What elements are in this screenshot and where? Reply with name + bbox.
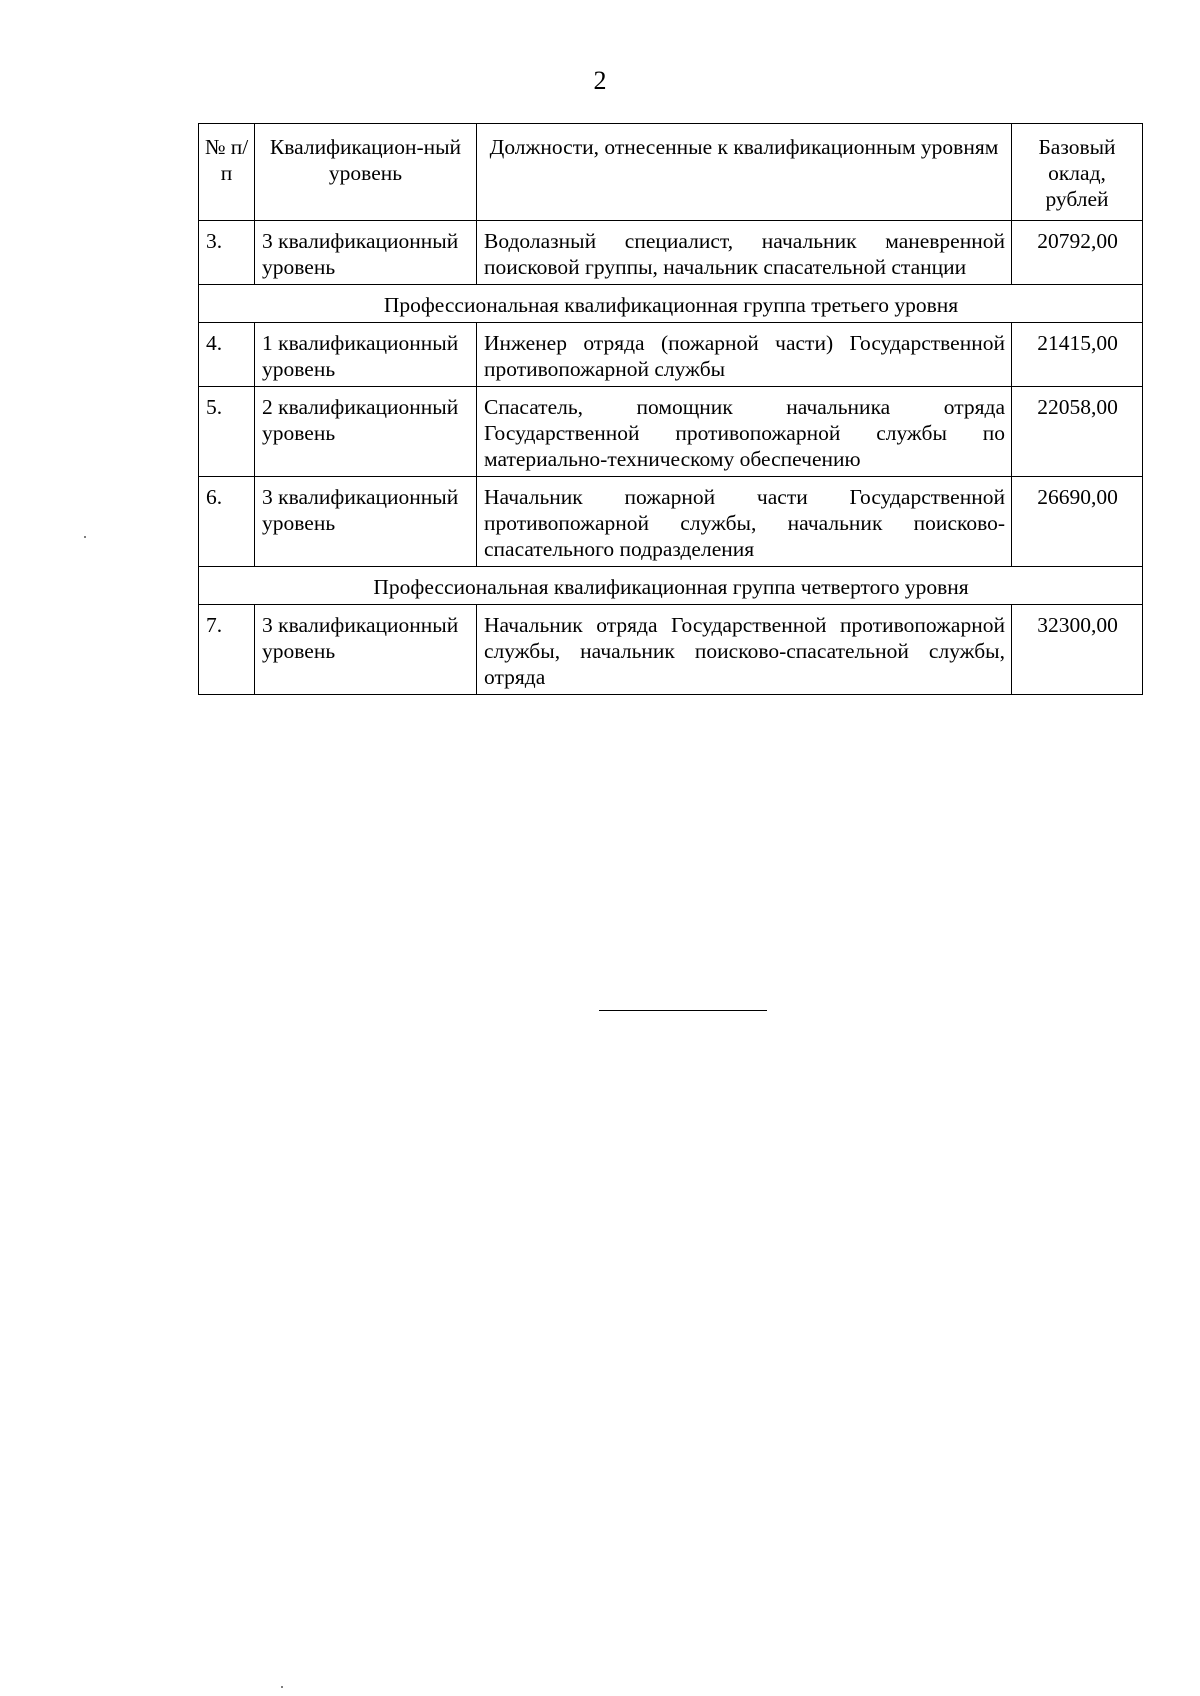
row-level: 1 квалификационный уровень [255, 323, 477, 387]
row-num: 5. [199, 387, 255, 477]
row-num: 6. [199, 477, 255, 567]
table-row [199, 323, 1143, 387]
table-row [199, 387, 1143, 477]
row-salary: 26690,00 [1012, 477, 1143, 567]
end-divider-line [599, 1010, 767, 1011]
header-num: № п/п [199, 124, 255, 221]
row-salary: 21415,00 [1012, 323, 1143, 387]
table-row [199, 605, 1143, 695]
header-positions: Должности, отнесенные к квалификационным уровням [477, 124, 1012, 221]
scan-speck [281, 1686, 283, 1688]
page-number: 2 [593, 66, 607, 95]
group-row [199, 285, 1143, 323]
group-title-fourth-level: Профессиональная квалификационная группа четвертого уровня [199, 567, 1143, 605]
row-salary: 20792,00 [1012, 221, 1143, 285]
table-header-row [199, 124, 1143, 221]
group-title-third-level: Профессиональная квалификационная группа третьего уровня [199, 285, 1143, 323]
row-level: 3 квалификационный уровень [255, 221, 477, 285]
table-row [199, 477, 1143, 567]
row-num: 4. [199, 323, 255, 387]
row-salary: 32300,00 [1012, 605, 1143, 695]
row-positions: Спасатель, помощник начальника отряда Государственной противопожарной службы по материально-техническому обеспечению [477, 387, 1012, 477]
row-level: 3 квалификационный уровень [255, 477, 477, 567]
row-positions: Начальник пожарной части Государственной противопожарной службы, начальник поисково-спасательного подразделения [477, 477, 1012, 567]
row-level: 3 квалификационный уровень [255, 605, 477, 695]
table-row [199, 221, 1143, 285]
salary-table [198, 123, 1143, 695]
row-positions: Водолазный специалист, начальник маневренной поисковой группы, начальник спасательной станции [477, 221, 1012, 285]
scan-speck [84, 536, 86, 538]
row-positions: Инженер отряда (пожарной части) Государственной противопожарной службы [477, 323, 1012, 387]
row-positions: Начальник отряда Государственной противопожарной службы, начальник поисково-спасательной службы, отряда [477, 605, 1012, 695]
row-level: 2 квалификационный уровень [255, 387, 477, 477]
row-salary: 22058,00 [1012, 387, 1143, 477]
header-level: Квалификацион-ный уровень [255, 124, 477, 221]
row-num: 7. [199, 605, 255, 695]
header-salary: Базовый оклад, рублей [1012, 124, 1143, 221]
row-num: 3. [199, 221, 255, 285]
group-row [199, 567, 1143, 605]
